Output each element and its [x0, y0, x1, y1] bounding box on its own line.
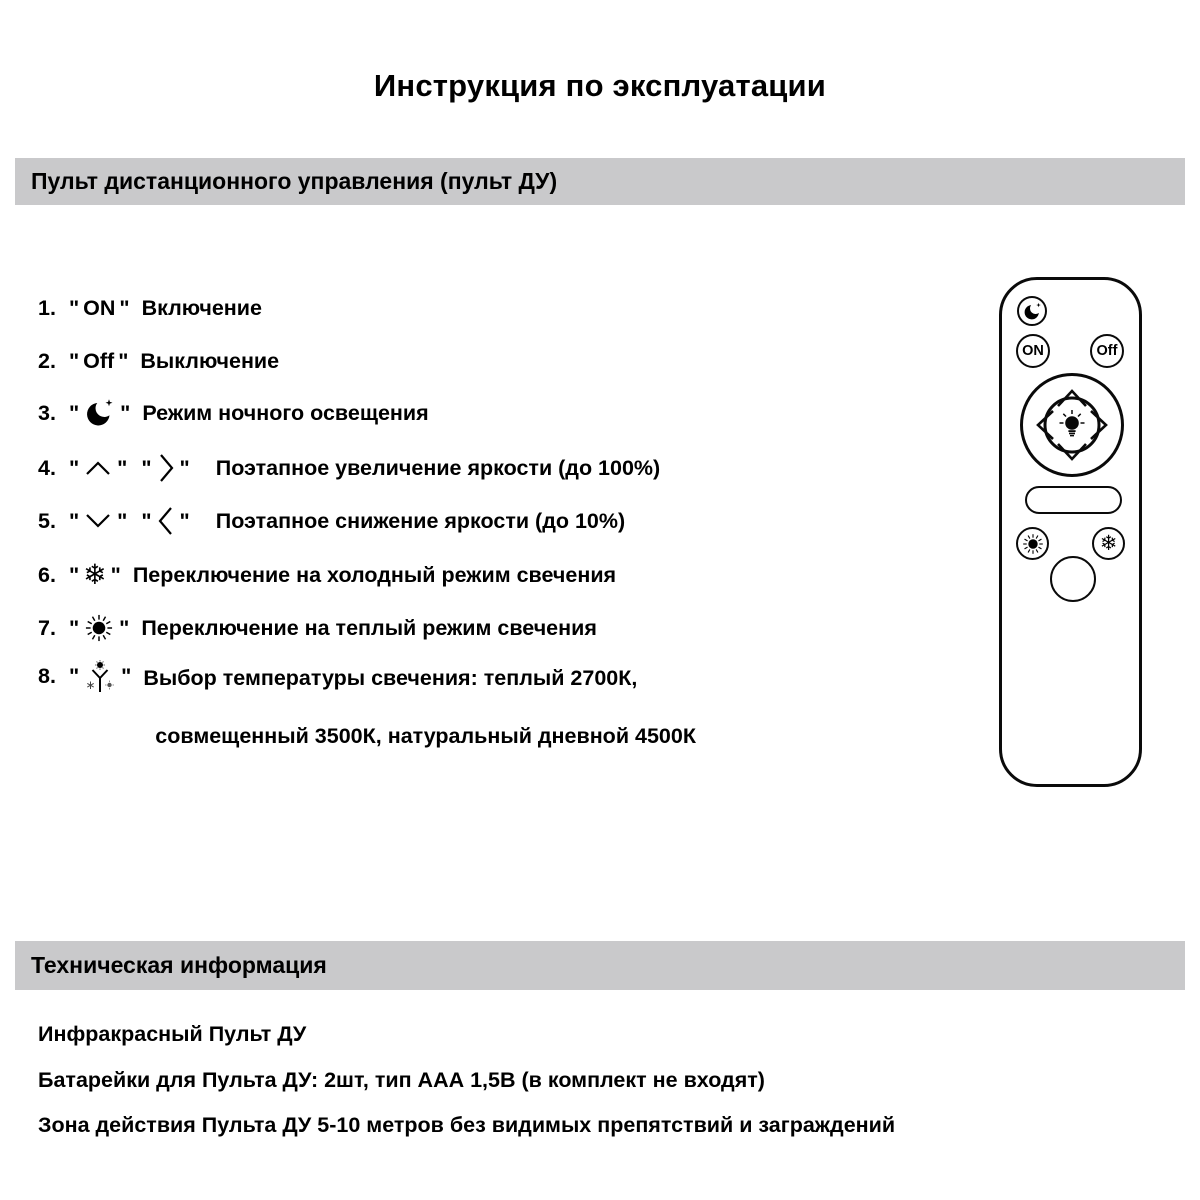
- remote-night-mode-button: [1017, 296, 1047, 326]
- button-name-on: ON: [83, 296, 116, 320]
- quote-mark: ": [141, 508, 152, 533]
- quote-mark: ": [110, 562, 121, 587]
- quote-mark: ": [179, 508, 190, 533]
- quote-mark: ": [117, 508, 128, 533]
- item-label: Режим ночного освещения: [142, 400, 429, 425]
- button-name-off: Off: [83, 349, 115, 373]
- chevron-down-icon: [83, 510, 113, 532]
- instruction-item-warm-mode: [38, 609, 597, 647]
- quote-mark: ": [68, 455, 80, 480]
- remote-cold-mode-button: [1092, 527, 1125, 560]
- quote-mark: ": [68, 664, 80, 688]
- quote-mark: ": [68, 615, 80, 640]
- item-number: 5.: [38, 508, 56, 533]
- instruction-item-temperature-select: [38, 664, 696, 751]
- quote-mark: ": [121, 664, 132, 688]
- quote-mark: ": [68, 349, 80, 373]
- remote-brightness-dpad: [1019, 372, 1125, 478]
- item-label: Выключение: [140, 349, 280, 373]
- remote-control-illustration: [999, 277, 1142, 787]
- item-number: 3.: [38, 400, 56, 425]
- quote-mark: ": [68, 400, 80, 425]
- section-header-remote: [15, 158, 1185, 205]
- section-header-tech-label: Техническая информация: [31, 952, 327, 978]
- item-label: Поэтапное увеличение яркости (до 100%): [215, 455, 661, 480]
- quote-mark: ": [118, 349, 129, 373]
- quote-mark: ": [120, 400, 131, 425]
- item-number: 1.: [38, 296, 56, 320]
- quote-mark: ": [119, 615, 130, 640]
- remote-on-button: [1016, 334, 1050, 368]
- item-label-line2: совмещенный 3500К, натуральный дневной 4500К: [155, 724, 696, 748]
- item-number: 4.: [38, 455, 56, 480]
- instruction-item-off: [38, 349, 279, 374]
- warm-sun-icon: [83, 612, 115, 644]
- item-label: Переключение на теплый режим свечения: [141, 615, 597, 640]
- instruction-item-brightness-down: [38, 503, 625, 539]
- item-number: 7.: [38, 615, 56, 640]
- snowflake-icon: ❄: [83, 558, 107, 591]
- chevron-up-icon: [83, 457, 113, 479]
- chevron-left-icon: [156, 504, 176, 538]
- chevron-right-icon: [156, 451, 176, 485]
- remote-on-label: ON: [1022, 343, 1044, 359]
- tech-info-line: Зона действия Пульта ДУ 5-10 метров без видимых препятствий и заграждений: [38, 1113, 896, 1137]
- tech-info-line: Инфракрасный Пульт ДУ: [38, 1022, 307, 1046]
- page-title: Инструкция по эксплуатации: [373, 68, 827, 103]
- snowflake-icon: ❄: [1099, 531, 1118, 555]
- quote-mark: ": [141, 455, 152, 480]
- remote-pill-button: [1025, 486, 1122, 514]
- remote-off-button: [1090, 334, 1124, 368]
- instruction-item-cold-mode: [38, 556, 616, 594]
- crescent-moon-icon: [83, 398, 116, 428]
- item-number: 6.: [38, 562, 56, 587]
- remote-off-label: Off: [1096, 343, 1118, 359]
- instruction-item-on: [38, 296, 262, 321]
- quote-mark: ": [119, 296, 130, 320]
- item-label: Переключение на холодный режим свечения: [132, 562, 617, 587]
- quote-mark: ": [179, 455, 190, 480]
- instruction-item-night-mode: [38, 394, 429, 432]
- tech-info-line: Батарейки для Пульта ДУ: 2шт, тип ААА 1,5В (в комплект не входят): [38, 1068, 765, 1092]
- quote-mark: ": [68, 508, 80, 533]
- remote-bottom-button: [1050, 556, 1096, 602]
- quote-mark: ": [117, 455, 128, 480]
- item-number: 2.: [38, 349, 56, 373]
- remote-warm-mode-button: [1016, 527, 1049, 560]
- light-bulb-icon: [1060, 410, 1085, 436]
- quote-mark: ": [68, 296, 80, 320]
- item-label: Поэтапное снижение яркости (до 10%): [215, 508, 626, 533]
- crescent-moon-icon: [1022, 302, 1043, 321]
- warm-sun-icon: [1021, 532, 1045, 556]
- quote-mark: ": [68, 562, 80, 587]
- item-number: 8.: [38, 664, 56, 688]
- section-header-remote-label: Пульт дистанционного управления (пульт ДУ): [31, 168, 558, 194]
- temperature-select-icon: [83, 659, 117, 697]
- item-label: Включение: [141, 296, 262, 320]
- item-label-line1: Выбор температуры свечения: теплый 2700К,: [143, 666, 638, 690]
- item-label: [143, 664, 696, 751]
- instruction-item-brightness-up: [38, 450, 660, 486]
- section-header-tech: [15, 941, 1185, 990]
